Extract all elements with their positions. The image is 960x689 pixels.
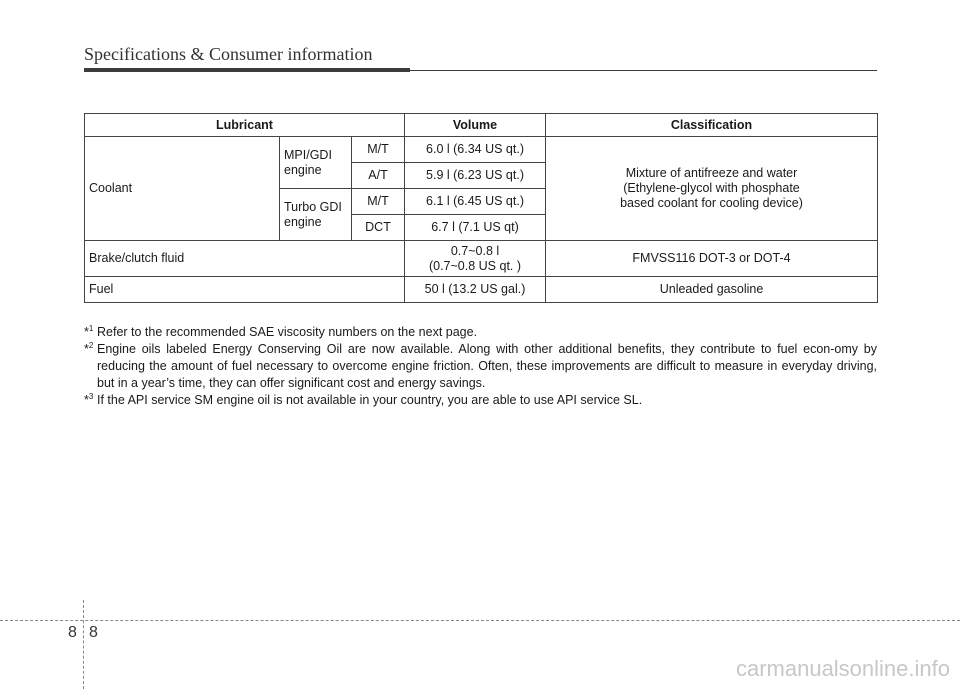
transmission-cell: M/T <box>352 189 405 215</box>
header-volume: Volume <box>405 114 546 137</box>
watermark-text: carmanualsonline.info <box>735 656 950 681</box>
brake-fluid-classification: FMVSS116 DOT-3 or DOT-4 <box>546 241 878 277</box>
transmission-cell: DCT <box>352 215 405 241</box>
footnote-number: 2 <box>88 340 94 350</box>
table-row <box>85 137 878 163</box>
footnotes <box>84 324 877 409</box>
engine-turbo-gdi <box>280 189 352 241</box>
page-number-page: 8 <box>89 624 98 641</box>
footer-dashed-rule <box>0 620 960 621</box>
footnote-marker <box>84 392 93 409</box>
brake-fluid-volume <box>405 241 546 277</box>
header-rule-thin <box>410 70 877 71</box>
footnote-3 <box>84 392 877 409</box>
transmission-cell: A/T <box>352 163 405 189</box>
engine-label-line: engine <box>284 162 322 177</box>
volume-cell: 5.9 l (6.23 US qt.) <box>405 163 546 189</box>
classification-line: (Ethylene-glycol with phosphate <box>623 181 800 195</box>
fuel-classification: Unleaded gasoline <box>546 277 878 303</box>
header-classification: Classification <box>546 114 878 137</box>
coolant-classification <box>546 137 878 241</box>
page-number-chapter: 8 <box>68 624 77 641</box>
footnote-1 <box>84 324 877 341</box>
transmission-cell: M/T <box>352 137 405 163</box>
fuel-volume: 50 l (13.2 US gal.) <box>405 277 546 303</box>
footnote-text: Engine oils labeled Energy Conserving Oil are now available. Along with other additional benefits, they contribute to fuel econ-omy by reducing the amount of fuel necessary to overcome engine friction. Often, these improvements are difficult to measure in everyday driving, but in a year’s time, they can offer significant cost and energy savings. <box>97 342 877 390</box>
volume-cell: 6.7 l (7.1 US qt) <box>405 215 546 241</box>
table-row <box>85 277 878 303</box>
engine-label-line: Turbo GDI <box>284 199 342 214</box>
page-header-title: Specifications & Consumer information <box>84 44 373 64</box>
asterisk: * <box>84 393 89 407</box>
lubricant-spec-table <box>84 113 878 303</box>
engine-label-line: engine <box>284 214 322 229</box>
footnote-number: 3 <box>88 391 94 401</box>
footnote-text: Refer to the recommended SAE viscosity numbers on the next page. <box>97 325 478 339</box>
footnote-marker <box>84 341 93 358</box>
classification-line: based coolant for cooling device) <box>620 196 803 210</box>
table-header-row <box>85 114 878 137</box>
asterisk: * <box>84 325 89 339</box>
fuel-label: Fuel <box>85 277 405 303</box>
volume-cell: 6.0 l (6.34 US qt.) <box>405 137 546 163</box>
volume-line: (0.7~0.8 US qt. ) <box>428 258 522 273</box>
classification-line: Mixture of antifreeze and water <box>625 166 798 180</box>
table-row <box>85 241 878 277</box>
brake-fluid-label: Brake/clutch fluid <box>85 241 405 277</box>
engine-mpi-gdi <box>280 137 352 189</box>
footnote-number: 1 <box>88 323 94 333</box>
volume-line: 0.7~0.8 l <box>450 243 500 258</box>
engine-label-line: MPI/GDI <box>284 147 332 162</box>
footnote-text: If the API service SM engine oil is not available in your country, you are able to use API service SL. <box>97 393 643 407</box>
header-rule-thick <box>84 68 410 72</box>
footnote-2 <box>84 341 877 392</box>
footer-dashed-divider <box>83 600 84 689</box>
header-lubricant: Lubricant <box>85 114 405 137</box>
footnote-marker <box>84 324 93 341</box>
asterisk: * <box>84 342 89 356</box>
coolant-label: Coolant <box>85 137 280 241</box>
volume-cell: 6.1 l (6.45 US qt.) <box>405 189 546 215</box>
